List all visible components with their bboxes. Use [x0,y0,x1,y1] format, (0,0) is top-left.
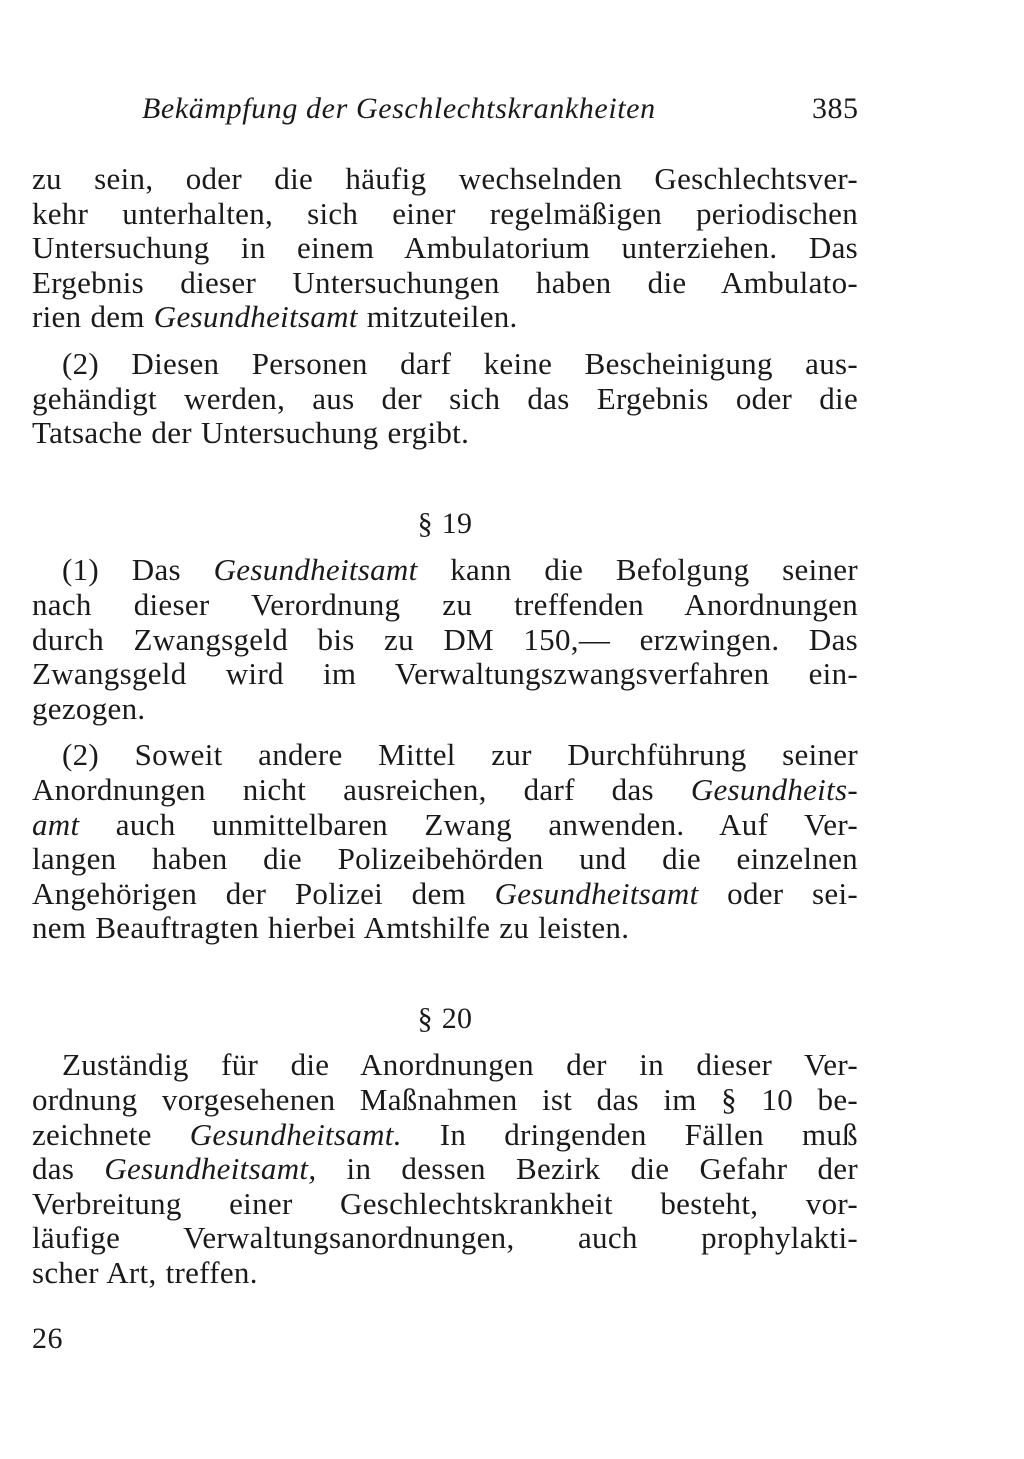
text-line [32,1118,858,1153]
paragraph-19-1 [32,553,858,588]
text-line [32,877,858,912]
text-run: in dessen Bezirk die Gefahr der [316,1151,858,1187]
paragraph-20 [32,1048,858,1083]
emphasis-term: Gesundheitsamt [213,552,418,588]
emphasis-term: amt [32,806,80,842]
text-run: mitzuteilen. [357,299,518,335]
text-line: läufige Verwaltungsanordnungen, auch prophylakti- [32,1220,858,1256]
text-line: Verbreitung einer Geschlechtskrankheit besteht, vor- [32,1185,858,1221]
text-line: zu sein, oder die häufig wechselnden Geschlechtsver- [32,161,858,196]
text-line: gehändigt werden, aus der sich das Ergebnis oder die [32,380,858,416]
text-run: Anordnungen nicht ausreichen, darf das [32,771,691,807]
text-line: durch Zwangsgeld bis zu DM 150,— erzwingen. Das [32,621,858,657]
emphasis-term: Gesundheitsamt. [189,1116,402,1152]
page-body [32,162,858,1291]
paragraph-18-2 [32,347,858,382]
emphasis-term: Gesundheitsamt [494,875,699,911]
text-run: das [32,1151,105,1187]
running-title: Bekämpfung der Geschlechtskrankheiten [142,92,656,125]
text-line [32,773,858,808]
paragraph-continuation [32,162,858,335]
text-line: scher Art, treffen. [32,1255,258,1291]
text-line: Tatsache der Untersuchung ergibt. [32,415,470,451]
emphasis-term: Gesundheitsamt [153,299,358,335]
text-run: Angehörigen der Polizei dem [32,875,495,911]
signature-mark: 26 [32,1322,63,1355]
text-line: langen haben die Polizeibehörden und die einzelnen [32,841,858,877]
text-line: ordnung vorgesehenen Maßnahmen ist das im § 10 be- [32,1082,858,1118]
text-line: nem Beauftragten hierbei Amtshilfe zu leisten. [32,910,630,946]
text-line: nach dieser Verordnung zu treffenden Anordnungen [32,586,858,622]
text-run: zeichnete [32,1116,190,1152]
text-run: In dringenden Fällen muß [401,1116,858,1152]
paragraph-20-cont [32,1083,858,1291]
text-line: gezogen. [32,690,146,726]
text-line [62,553,858,588]
text-line [32,300,858,335]
text-run: (1) Das [62,552,214,588]
text-run: kann die Befolgung seiner [417,552,858,588]
emphasis-term: Gesundheitsamt, [104,1151,317,1187]
text-line: Zuständig für die Anordnungen der in dieser Ver- [62,1047,858,1083]
section-heading-19: § 19 [417,506,473,540]
text-line: (2) Diesen Personen darf keine Bescheinigung aus- [62,345,858,381]
paragraph-18-2-cont [32,382,858,451]
text-line [32,1152,858,1187]
text-run: oder sei- [698,875,859,911]
text-run: rien dem [32,299,154,335]
text-line [32,808,858,843]
paragraph-19-1-cont [32,588,858,726]
text-line: kehr unterhalten, sich einer regelmäßigen periodischen [32,195,858,231]
page-number: 385 [812,92,859,125]
paragraph-19-2 [32,738,858,773]
emphasis-term: Gesundheits- [690,771,858,807]
text-run: auch unmittelbaren Zwang anwenden. Auf Ver- [79,806,858,842]
text-line: Untersuchung in einem Ambulatorium unterziehen. Das [32,230,858,266]
text-line: (2) Soweit andere Mittel zur Durchführung seiner [62,737,858,773]
text-line: Zwangsgeld wird im Verwaltungszwangsverfahren ein- [32,656,858,692]
text-line: Ergebnis dieser Untersuchungen haben die Ambulato- [32,264,858,300]
paragraph-19-2-cont [32,773,858,946]
section-heading-20: § 20 [417,1001,473,1035]
